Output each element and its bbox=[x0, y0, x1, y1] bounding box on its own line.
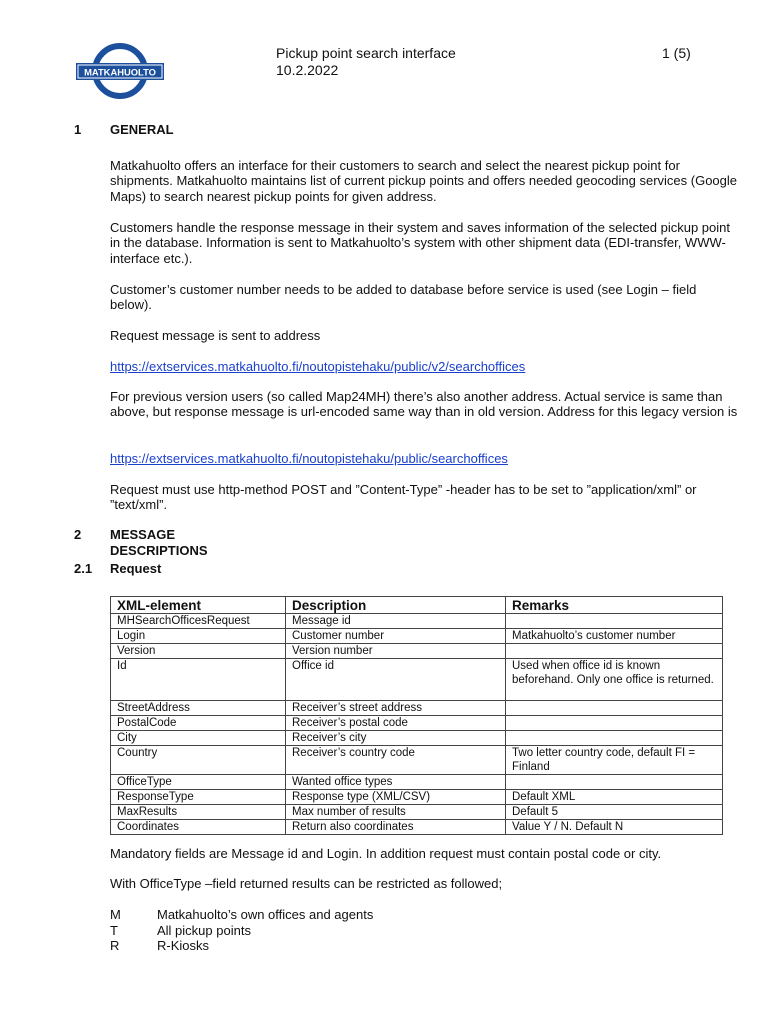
office-type-text: All pickup points bbox=[157, 922, 251, 938]
cell-description: Receiver’s street address bbox=[286, 701, 506, 716]
office-type-code: R bbox=[110, 938, 120, 953]
cell-xml-element: PostalCode bbox=[111, 716, 286, 731]
section-number: 1 bbox=[74, 122, 82, 137]
cell-remarks: Matkahuolto’s customer number bbox=[506, 629, 723, 644]
cell-description: Version number bbox=[286, 644, 506, 659]
paragraph: For previous version users (so called Map24MH) there’s also another address. Actual service is same than above, but response message is url-encoded same way than in old version. Address for this legacy version is bbox=[110, 389, 738, 420]
table-header-row bbox=[111, 597, 723, 614]
list-item bbox=[110, 923, 373, 939]
list-item bbox=[110, 938, 373, 954]
cell-xml-element: Login bbox=[111, 629, 286, 644]
table-row bbox=[111, 629, 723, 644]
table-row bbox=[111, 790, 723, 805]
table-row bbox=[111, 614, 723, 629]
cell-remarks: Default XML bbox=[506, 790, 723, 805]
cell-remarks bbox=[506, 775, 723, 790]
cell-description: Customer number bbox=[286, 629, 506, 644]
cell-xml-element: ResponseType bbox=[111, 790, 286, 805]
cell-xml-element: MaxResults bbox=[111, 805, 286, 820]
cell-xml-element: StreetAddress bbox=[111, 701, 286, 716]
cell-remarks bbox=[506, 644, 723, 659]
paragraph: Customer’s customer number needs to be added to database before service is used (see Login – field below). bbox=[110, 282, 697, 313]
request-fields-table bbox=[110, 596, 723, 835]
paragraph: Customers handle the response message in their system and saves information of the selected pickup point in the database. Information is sent to Matkahuolto’s system with other shipment data (EDI-transfer, WWW-interface etc.). bbox=[110, 220, 731, 266]
cell-xml-element: Version bbox=[111, 644, 286, 659]
section-number: 2 bbox=[74, 527, 82, 542]
paragraph: With OfficeType –field returned results can be restricted as followed; bbox=[110, 876, 503, 891]
cell-remarks bbox=[506, 731, 723, 746]
office-type-code: T bbox=[110, 922, 118, 938]
cell-xml-element: Country bbox=[111, 746, 286, 775]
column-header: XML-element bbox=[111, 597, 286, 614]
svg-text:MATKAHUOLTO: MATKAHUOLTO bbox=[84, 66, 156, 78]
document-title: Pickup point search interface bbox=[276, 45, 456, 61]
cell-description: Message id bbox=[286, 614, 506, 629]
cell-xml-element: OfficeType bbox=[111, 775, 286, 790]
legacy-url-link[interactable]: https://extservices.matkahuolto.fi/noutopistehaku/public/searchoffices bbox=[110, 451, 508, 466]
section-title: GENERAL bbox=[110, 122, 174, 137]
section-number: 2.1 bbox=[74, 561, 93, 576]
cell-description: Wanted office types bbox=[286, 775, 506, 790]
section-title: Request bbox=[110, 561, 162, 576]
cell-remarks bbox=[506, 701, 723, 716]
list-item bbox=[110, 907, 373, 923]
document-date: 10.2.2022 bbox=[276, 62, 339, 78]
cell-description: Receiver’s country code bbox=[286, 746, 506, 775]
cell-remarks: Used when office id is known beforehand. Only one office is returned. bbox=[506, 659, 723, 701]
table-row bbox=[111, 775, 723, 790]
cell-xml-element: Id bbox=[111, 659, 286, 701]
table-row bbox=[111, 731, 723, 746]
office-type-text: R-Kiosks bbox=[157, 938, 210, 953]
cell-description: Response type (XML/CSV) bbox=[286, 790, 506, 805]
cell-remarks: Default 5 bbox=[506, 805, 723, 820]
cell-description: Max number of results bbox=[286, 805, 506, 820]
table-row bbox=[111, 701, 723, 716]
office-type-text: Matkahuolto’s own offices and agents bbox=[157, 907, 374, 922]
paragraph: Mandatory fields are Message id and Login. In addition request must contain postal code or city. bbox=[110, 846, 662, 861]
table-row bbox=[111, 746, 723, 775]
cell-description: Return also coordinates bbox=[286, 820, 506, 835]
column-header: Description bbox=[286, 597, 506, 614]
column-header: Remarks bbox=[506, 597, 723, 614]
cell-xml-element: MHSearchOfficesRequest bbox=[111, 614, 286, 629]
cell-xml-element: Coordinates bbox=[111, 820, 286, 835]
cell-remarks bbox=[506, 716, 723, 731]
cell-description: Receiver’s postal code bbox=[286, 716, 506, 731]
section-title: MESSAGE DESCRIPTIONS bbox=[110, 527, 208, 558]
table-row bbox=[111, 644, 723, 659]
cell-remarks bbox=[506, 614, 723, 629]
cell-description: Office id bbox=[286, 659, 506, 701]
paragraph: Matkahuolto offers an interface for their customers to search and select the nearest pickup point for shipments. Matkahuolto maintains list of current pickup points and offers needed geocoding services (Google Maps) to search nearest pickup points for given address. bbox=[110, 158, 738, 204]
page-number: 1 (5) bbox=[662, 45, 691, 61]
office-type-code: M bbox=[110, 907, 121, 922]
cell-remarks: Value Y / N. Default N bbox=[506, 820, 723, 835]
paragraph: Request message is sent to address bbox=[110, 328, 321, 343]
matkahuolto-logo bbox=[74, 41, 166, 101]
table-row bbox=[111, 659, 723, 701]
table-row bbox=[111, 820, 723, 835]
office-type-list bbox=[110, 907, 373, 954]
table-row bbox=[111, 805, 723, 820]
cell-remarks: Two letter country code, default FI = Finland bbox=[506, 746, 723, 775]
service-url-link[interactable]: https://extservices.matkahuolto.fi/noutopistehaku/public/v2/searchoffices bbox=[110, 359, 526, 374]
table-row bbox=[111, 716, 723, 731]
paragraph: Request must use http-method POST and ”Content-Type” -header has to be set to ”application/xml” or ”text/xml”. bbox=[110, 482, 697, 513]
cell-description: Receiver’s city bbox=[286, 731, 506, 746]
cell-xml-element: City bbox=[111, 731, 286, 746]
